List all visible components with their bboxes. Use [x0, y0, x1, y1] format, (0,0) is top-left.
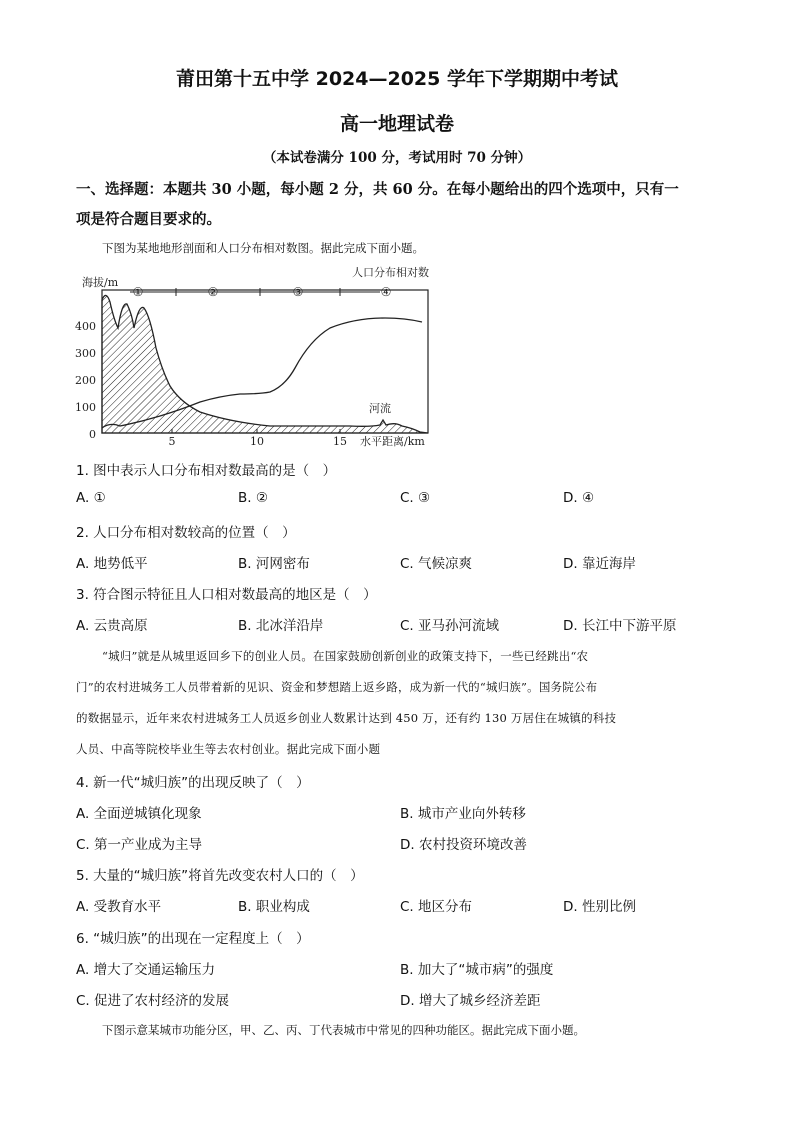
q2-option-a: A. 地势低平	[76, 556, 148, 572]
exam-note: （本试卷满分 100 分，考试用时 70 分钟）	[262, 150, 532, 166]
passage-line-4: 人员、中高等院校毕业生等去农村创业。据此完成下面小题	[76, 742, 381, 756]
passage-line-1: “城归”就是从城里返回乡下的创业人员。在国家鼓励创新创业的政策支持下，一些已经跳出“农	[102, 649, 589, 663]
q3-option-b: B. 北冰洋沿岸	[238, 618, 324, 634]
q3-option-a: A. 云贵高原	[76, 618, 148, 634]
question-3: 3. 符合图示特征且人口相对数最高的地区是（ ）	[76, 587, 377, 603]
question-1: 1. 图中表示人口分布相对数最高的是（ ）	[76, 463, 337, 479]
y-tick-300: 300	[75, 347, 96, 360]
x-tick-10: 10	[250, 435, 264, 448]
q6-option-c: C. 促进了农村经济的发展	[76, 993, 230, 1009]
question-2: 2. 人口分布相对数较高的位置（ ）	[76, 525, 296, 541]
x-tick-15: 15	[333, 435, 347, 448]
question-5: 5. 大量的“城归族”将首先改变农村人口的（ ）	[76, 868, 364, 884]
y-tick-0: 0	[89, 428, 96, 441]
q4-option-c: C. 第一产业成为主导	[76, 837, 203, 853]
terrain-population-figure	[70, 262, 442, 452]
q6-option-d: D. 增大了城乡经济差距	[400, 993, 541, 1009]
passage-line-3: 的数据显示，近年来农村进城务工人员返乡创业人数累计达到 450 万，还有约 130 万居住在城镇的科技	[76, 711, 617, 725]
segment-1: ①	[132, 285, 144, 299]
segment-4: ④	[380, 285, 392, 299]
group1-intro: 下图为某地地形剖面和人口分布相对数图。据此完成下面小题。	[102, 241, 424, 255]
q6-option-b: B. 加大了“城市病”的强度	[400, 962, 554, 978]
question-4: 4. 新一代“城归族”的出现反映了（ ）	[76, 775, 310, 791]
population-label: 人口分布相对数	[352, 266, 429, 279]
q5-option-b: B. 职业构成	[238, 899, 310, 915]
q3-option-d: D. 长江中下游平原	[563, 618, 677, 634]
q2-option-d: D. 靠近海岸	[563, 556, 636, 572]
q5-option-c: C. 地区分布	[400, 899, 473, 915]
y-axis-label: 海拔/m	[82, 276, 119, 289]
q3-option-c: C. 亚马孙河流域	[400, 618, 500, 634]
segment-2: ②	[207, 285, 219, 299]
q1-option-b: B. ②	[238, 490, 268, 506]
q5-option-a: A. 受教育水平	[76, 899, 162, 915]
exam-title: 莆田第十五中学 2024—2025 学年下学期期中考试	[176, 68, 618, 90]
y-tick-200: 200	[75, 374, 96, 387]
q1-option-c: C. ③	[400, 490, 431, 506]
section-heading-line1: 一、选择题：本题共 30 小题，每小题 2 分，共 60 分。在每小题给出的四个选项中，只有一	[76, 181, 679, 198]
group3-intro: 下图示意某城市功能分区，甲、乙、丙、丁代表城市中常见的四种功能区。据此完成下面小题。	[102, 1023, 585, 1037]
y-axis-ticks	[75, 320, 96, 441]
y-tick-100: 100	[75, 401, 96, 414]
q1-option-a: A. ①	[76, 490, 106, 506]
exam-subject: 高一地理试卷	[339, 113, 454, 135]
segment-3: ③	[292, 285, 304, 299]
q2-option-c: C. 气候凉爽	[400, 556, 473, 572]
passage-line-2: 门”的农村进城务工人员带着新的见识、资金和梦想踏上返乡路，成为新一代的“城归族”。国务院公布	[76, 680, 598, 694]
q6-option-a: A. 增大了交通运输压力	[76, 962, 216, 978]
x-tick-5: 5	[168, 435, 176, 448]
question-6: 6. “城归族”的出现在一定程度上（ ）	[76, 931, 310, 947]
q5-option-d: D. 性别比例	[563, 899, 636, 915]
y-tick-400: 400	[75, 320, 96, 333]
q2-option-b: B. 河网密布	[238, 556, 310, 572]
q4-option-b: B. 城市产业向外转移	[400, 806, 526, 822]
q4-option-d: D. 农村投资环境改善	[400, 837, 527, 853]
q1-option-d: D. ④	[563, 490, 595, 506]
section-heading-line2: 项是符合题目要求的。	[76, 211, 221, 228]
q4-option-a: A. 全面逆城镇化现象	[76, 806, 202, 822]
river-label: 河流	[369, 402, 391, 415]
x-axis-label: 水平距离/km	[360, 435, 425, 448]
